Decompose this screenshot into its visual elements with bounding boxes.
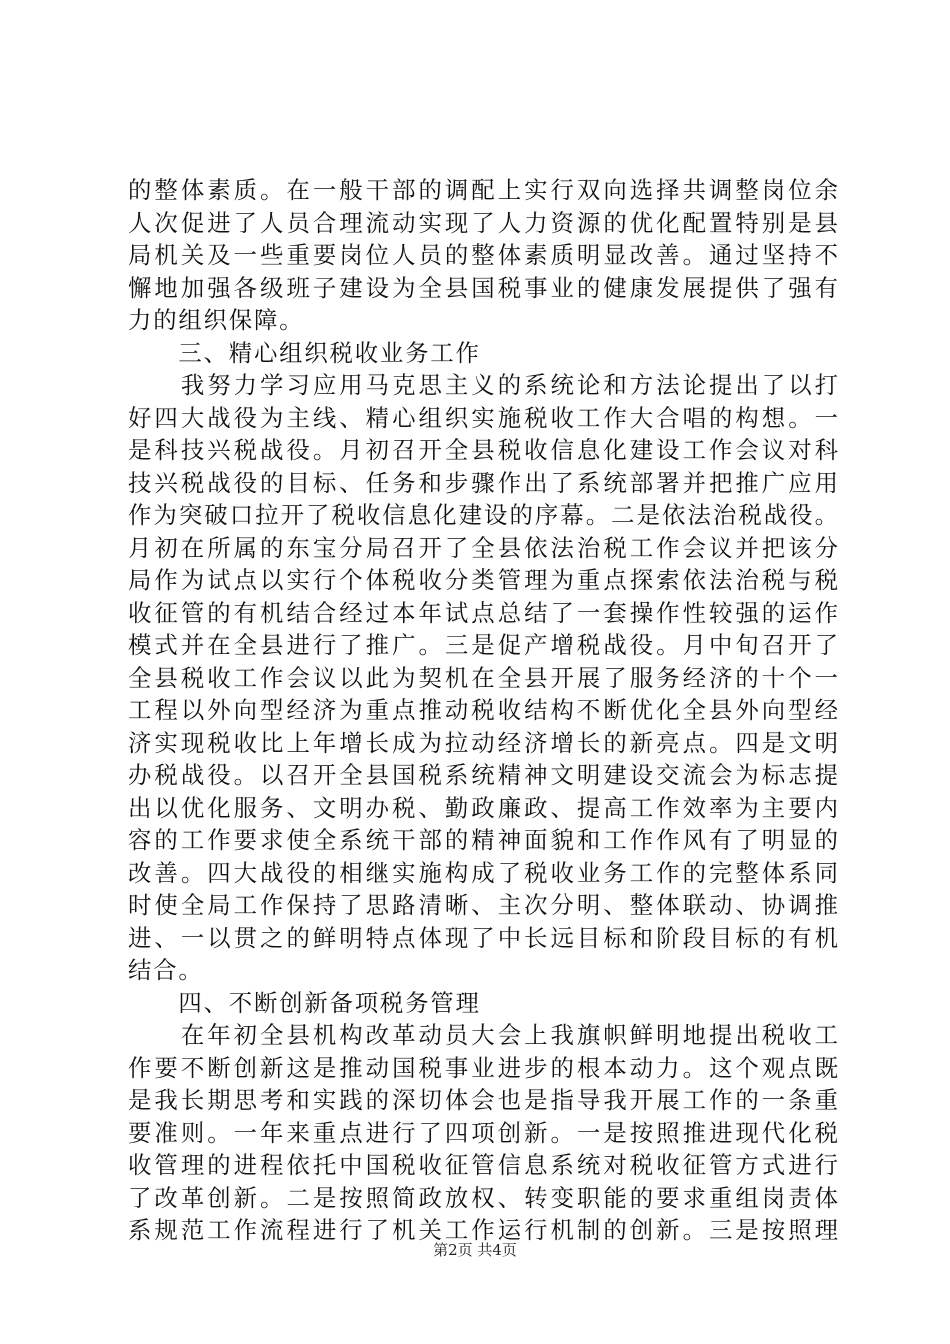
text-line: 结合。 (128, 956, 204, 984)
text-line: 济实现税收比上年增长成为拉动经济增长的新亮点。四是文明 (128, 728, 838, 757)
text-line: 改善。四大战役的相继实施构成了税收业务工作的完整体系同 (128, 858, 838, 887)
text-line: 工程以外向型经济为重点推动税收结构不断优化全县外向型经 (128, 696, 838, 724)
text-line: 收征管的有机结合经过本年试点总结了一套操作性较强的运作 (128, 598, 838, 627)
document-body (128, 174, 838, 1247)
text-line: 全县税收工作会议以此为契机在全县开展了服务经济的十个一 (128, 663, 838, 692)
text-line: 进、一以贯之的鲜明特点体现了中长远目标和阶段目标的有机 (128, 923, 838, 952)
text-line: 作为突破口拉开了税收信息化建设的序幕。二是依法治税战役。 (128, 501, 838, 529)
text-line: 容的工作要求使全系统干部的精神面貌和工作作风有了明显的 (128, 826, 838, 854)
text-line: 局作为试点以实行个体税收分类管理为重点探索依法治税与税 (128, 566, 838, 594)
text-line: 三、精心组织税收业务工作 (128, 338, 481, 367)
text-line: 是科技兴税战役。月初召开全县税收信息化建设工作会议对科 (128, 436, 838, 464)
text-line: 在年初全县机构改革动员大会上我旗帜鲜明地提出税收工 (128, 1021, 838, 1049)
text-line: 作要不断创新这是推动国税事业进步的根本动力。这个观点既 (128, 1053, 838, 1082)
text-line: 要准则。一年来重点进行了四项创新。一是按照推进现代化税 (128, 1118, 838, 1147)
text-line: 人次促进了人员合理流动实现了人力资源的优化配置特别是县 (128, 208, 838, 237)
text-line: 收管理的进程依托中国税收征管信息系统对税收征管方式进行 (128, 1151, 838, 1179)
text-line: 是我长期思考和实践的深切体会也是指导我开展工作的一条重 (128, 1086, 838, 1114)
text-line: 技兴税战役的目标、任务和步骤作出了系统部署并把推广应用 (128, 468, 838, 497)
text-line: 出以优化服务、文明办税、勤政廉政、提高工作效率为主要内 (128, 793, 838, 822)
text-line: 的整体素质。在一般干部的调配上实行双向选择共调整岗位余 (128, 176, 838, 204)
text-line: 了改革创新。二是按照简政放权、转变职能的要求重组岗责体 (128, 1183, 838, 1212)
text-line: 力的组织保障。 (128, 306, 305, 334)
page-footer: 第2页 共4页 (433, 1241, 517, 1259)
text-line: 好四大战役为主线、精心组织实施税收工作大合唱的构想。一 (128, 403, 838, 432)
text-line: 局机关及一些重要岗位人员的整体素质明显改善。通过坚持不 (128, 241, 838, 269)
text-line: 模式并在全县进行了推广。三是促产增税战役。月中旬召开了 (128, 631, 838, 659)
text-line: 我努力学习应用马克思主义的系统论和方法论提出了以打 (128, 371, 838, 399)
text-line: 月初在所属的东宝分局召开了全县依法治税工作会议并把该分 (128, 533, 838, 562)
text-line: 时使全局工作保持了思路清晰、主次分明、整体联动、协调推 (128, 891, 838, 919)
text-line: 四、不断创新备项税务管理 (128, 988, 481, 1017)
text-line: 系规范工作流程进行了机关工作运行机制的创新。三是按照理 (128, 1216, 838, 1244)
text-line: 办税战役。以召开全县国税系统精神文明建设交流会为标志提 (128, 761, 838, 789)
text-line: 懈地加强各级班子建设为全县国税事业的健康发展提供了强有 (128, 273, 838, 302)
